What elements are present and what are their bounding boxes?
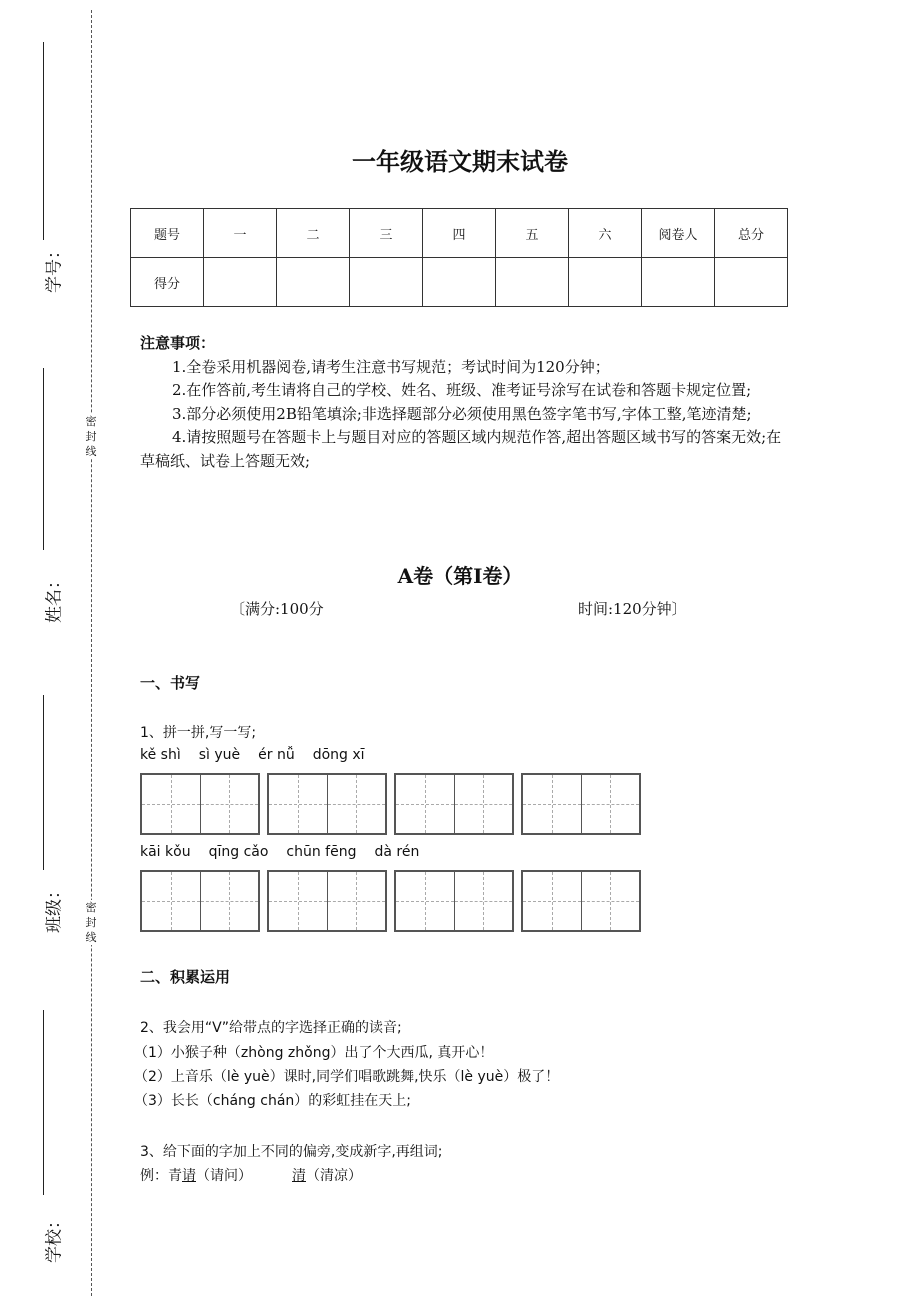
example-word: 清 (292, 1168, 306, 1184)
pinyin: chūn fēng (286, 844, 357, 860)
note-item: 2.在作答前,考生请将自己的学校、姓名、班级、准考证号涂写在试卷和答题卡规定位置; (172, 381, 752, 399)
seal-label: 密封线 (85, 901, 97, 944)
writing-grid[interactable] (267, 773, 387, 835)
exam-title: 一年级语文期末试卷 (352, 147, 568, 176)
pinyin: qīng cǎo (208, 844, 269, 860)
class-label: 班级： (44, 882, 65, 933)
pinyin: dà rén (374, 844, 420, 860)
pinyin: sì yuè (198, 747, 241, 763)
question-2-item: （2）上音乐（lè yuè）课时,同学们唱歌跳舞,快乐（lè yuè）极了！ (134, 1069, 560, 1085)
seal-label: 密封线 (85, 415, 97, 458)
writing-grid[interactable] (267, 870, 387, 932)
full-score: 〔满分:100分 (230, 600, 324, 618)
score-table (130, 208, 788, 307)
header-cell: 四 (423, 209, 496, 258)
class-line[interactable] (43, 695, 44, 870)
writing-grid[interactable] (521, 870, 641, 932)
score-cell[interactable] (277, 258, 350, 307)
header-cell: 题号 (131, 209, 204, 258)
writing-grid[interactable] (140, 773, 260, 835)
score-cell[interactable] (423, 258, 496, 307)
pinyin-row (140, 844, 437, 860)
section-title: 二、积累运用 (140, 968, 231, 986)
pinyin: kě shì (140, 747, 181, 763)
question-2-item: （1）小猴子种（zhòng zhǒng）出了个大西瓜, 真开心！ (134, 1045, 494, 1061)
header-cell: 六 (569, 209, 642, 258)
time-limit: 时间:120分钟〕 (578, 600, 687, 618)
score-cell[interactable] (569, 258, 642, 307)
example-label: 例：青 (140, 1168, 182, 1184)
writing-grid[interactable] (394, 870, 514, 932)
school-line[interactable] (43, 1010, 44, 1195)
student-id-line[interactable] (43, 42, 44, 240)
example (140, 1165, 362, 1185)
note-item: 1.全卷采用机器阅卷,请考生注意书写规范；考试时间为120分钟； (172, 357, 610, 376)
header-cell: 阅卷人 (642, 209, 715, 258)
score-cell[interactable] (496, 258, 569, 307)
example-phrase: （请问） (196, 1168, 252, 1184)
pinyin-row (140, 747, 383, 763)
writing-grid[interactable] (394, 773, 514, 835)
header-cell: 二 (277, 209, 350, 258)
header-cell: 一 (204, 209, 277, 258)
score-cell[interactable] (350, 258, 423, 307)
question-2: 2、我会用“V”给带点的字选择正确的读音; (140, 1020, 402, 1036)
seal-dashed-line (91, 10, 92, 1296)
pinyin: dōng xī (312, 747, 365, 763)
note-item: 4.请按照题号在答题卡上与题目对应的答题区域内规范作答,超出答题区域书写的答案无效;在草稿纸、试卷上答题无效; (140, 428, 782, 470)
student-id-label: 学号： (44, 242, 65, 293)
table-row (131, 209, 788, 258)
example-word: 请 (182, 1168, 196, 1184)
note-item: 3.部分必须使用2B铅笔填涂;非选择题部分必须使用黑色签字笔书写,字体工整,笔迹清楚; (172, 404, 752, 423)
row-label: 得分 (131, 258, 204, 307)
example-phrase: （清凉） (306, 1168, 362, 1184)
score-cell[interactable] (715, 258, 788, 307)
section-title: 一、书写 (140, 674, 201, 692)
question-1: 1、拼一拼,写一写; (140, 725, 257, 741)
name-line[interactable] (43, 368, 44, 550)
name-label: 姓名： (44, 572, 65, 623)
writing-grid[interactable] (521, 773, 641, 835)
table-row (131, 258, 788, 307)
pinyin: kāi kǒu (140, 844, 191, 860)
header-cell: 三 (350, 209, 423, 258)
score-cell[interactable] (204, 258, 277, 307)
header-cell: 五 (496, 209, 569, 258)
pinyin: ér nǚ (258, 747, 295, 763)
header-cell: 总分 (715, 209, 788, 258)
writing-grid[interactable] (140, 870, 260, 932)
school-label: 学校： (44, 1212, 65, 1263)
question-3: 3、给下面的字加上不同的偏旁,变成新字,再组词; (140, 1144, 443, 1160)
notes-title: 注意事项： (140, 334, 216, 352)
paper-title: A卷（第Ⅰ卷） (397, 564, 523, 588)
question-2-item: （3）长长（cháng chán）的彩虹挂在天上; (134, 1093, 412, 1109)
score-cell[interactable] (642, 258, 715, 307)
notes (140, 332, 790, 473)
